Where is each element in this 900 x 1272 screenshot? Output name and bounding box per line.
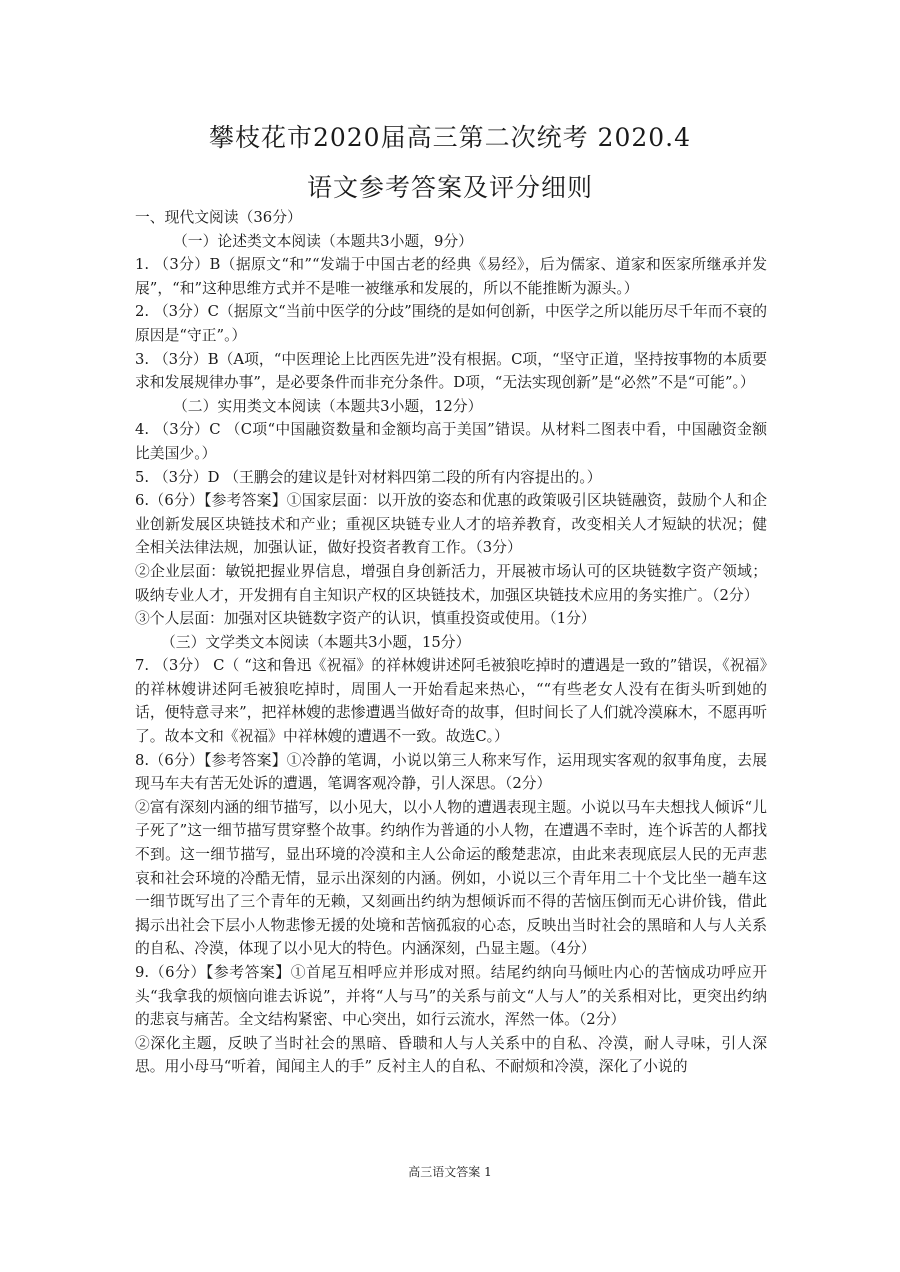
- page-subtitle: 语文参考答案及评分细则: [306, 173, 593, 202]
- subsection-heading: （一）论述类文本阅读（本题共3小题，9分）: [173, 232, 473, 250]
- answer-item: ②深化主题，反映了当时社会的黑暗、昏聩和人与人关系中的自私、冷漠，耐人寻味，引人深思。用小母马“听着，闻闻主人的手” 反衬主人的自私、不耐烦和冷漠，深化了小说的: [135, 1034, 767, 1076]
- answer-item: ②企业层面：敏锐把握业界信息，增强自身创新活力，开展被市场认可的区块链数字资产领域；吸纳专业人才，开发拥有自主知识产权的区块链技术，加强区块链技术应用的务实推广。（2分）: [135, 562, 767, 604]
- answer-item: 8.（6分）【参考答案】①冷静的笔调，小说以第三人称来写作，运用现实客观的叙事角度，去展现马车夫有苦无处诉的遭遇，笔调客观冷静，引人深思。（2分）: [135, 751, 767, 793]
- answer-item: ②富有深刻内涵的细节描写，以小见大，以小人物的遭遇表现主题。小说以马车夫想找人倾诉“儿子死了”这一细节描写贯穿整个故事。约纳作为普通的小人物，在遭遇不幸时，连个诉苦的人都找不到。这一细节描写，显出环境的冷漠和主人公命运的酸楚悲凉，由此来表现底层人民的无声悲哀和社会环境的冷酷无情，显示出深刻的内涵。例如，小说以三个青年用二十个戈比坐一趟车这一细节既写出了三个青年的无赖，又刻画出约纳为想倾诉而不得的苦恼压倒而无心讲价钱，借此揭示出社会下层小人物悲惨无援的处境和苦恼孤寂的心态，反映出当时社会的黑暗和人与人关系的自私、冷漠，体现了以小见大的特色。内涵深刻，凸显主题。（4分）: [135, 798, 767, 958]
- answer-item: 6.（6分）【参考答案】①国家层面：以开放的姿态和优惠的政策吸引区块链融资，鼓励个人和企业创新发展区块链技术和产业；重视区块链专业人才的培养教育，改变相关人才短缺的状况；健全相关法律法规，加强认证，做好投资者教育工作。（3分）: [135, 492, 767, 557]
- answer-item: 4. （3分）C （C项“中国融资数量和金额均高于美国”错误。从材料二图表中看，中国融资金额比美国少。）: [135, 421, 767, 462]
- answer-body: [135, 206, 767, 1079]
- page-title: 攀枝花市2020届高三第二次统考 2020.4: [208, 123, 692, 152]
- answer-item: 1. （3分）B（据原文“和”“发端于中国古老的经典《易经》，后为儒家、道家和医家所继承并发展”，“和”这种思维方式并不是唯一被继承和发展的，所以不能推断为源头。）: [135, 256, 767, 297]
- answer-item: 7. （3分） C（ “这和鲁迅《祝福》的祥林嫂讲述阿毛被狼吃掉时的遭遇是一致的”错误，《祝福》的祥林嫂讲述阿毛被狼吃掉时，周围人一开始看起来热心，““有些老女人没有在街头听到她的话，便特意寻来”，把祥林嫂的悲惨遭遇当做好奇的故事，但时间长了人们就冷漠麻木，不愿再听了。故本文和《祝福》中祥林嫂的遭遇不一致。故选C。）: [135, 657, 767, 746]
- answer-item: 2. （3分）C（据原文“当前中医学的分歧”围绕的是如何创新，中医学之所以能历尽千年而不衰的原因是“守正”。）: [135, 303, 767, 344]
- section-heading: 一、现代文阅读（36分）: [135, 209, 302, 226]
- subsection-heading: （二）实用类文本阅读（本题共3小题，12分）: [173, 397, 483, 415]
- subsection-heading: （三）文学类文本阅读（本题共3小题，15分）: [161, 633, 471, 651]
- answer-item: 5. （3分）D （王鹏会的建议是针对材料四第二段的所有内容提出的。）: [135, 468, 602, 486]
- answer-item: ③个人层面：加强对区块链数字资产的认识，慎重投资或使用。（1分）: [135, 610, 596, 628]
- answer-item: 9.（6分）【参考答案】①首尾互相呼应并形成对照。结尾约纳向马倾吐内心的苦恼成功呼应开头“我拿我的烦恼向谁去诉说”，并将“人与马”的关系与前文“人与人”的关系相对比，更突出约纳的悲哀与痛苦。全文结构紧密、中心突出，如行云流水，浑然一体。（2分）: [135, 964, 767, 1029]
- page-footer: 高三语文答案 1: [408, 1165, 492, 1179]
- answer-item: 3. （3分）B（A项，“中医理论上比西医先进”没有根据。C项，“坚守正道，坚持按事物的本质要求和发展规律办事”，是必要条件而非充分条件。D项，“无法实现创新”是“必然”不是“可能”。）: [135, 350, 767, 392]
